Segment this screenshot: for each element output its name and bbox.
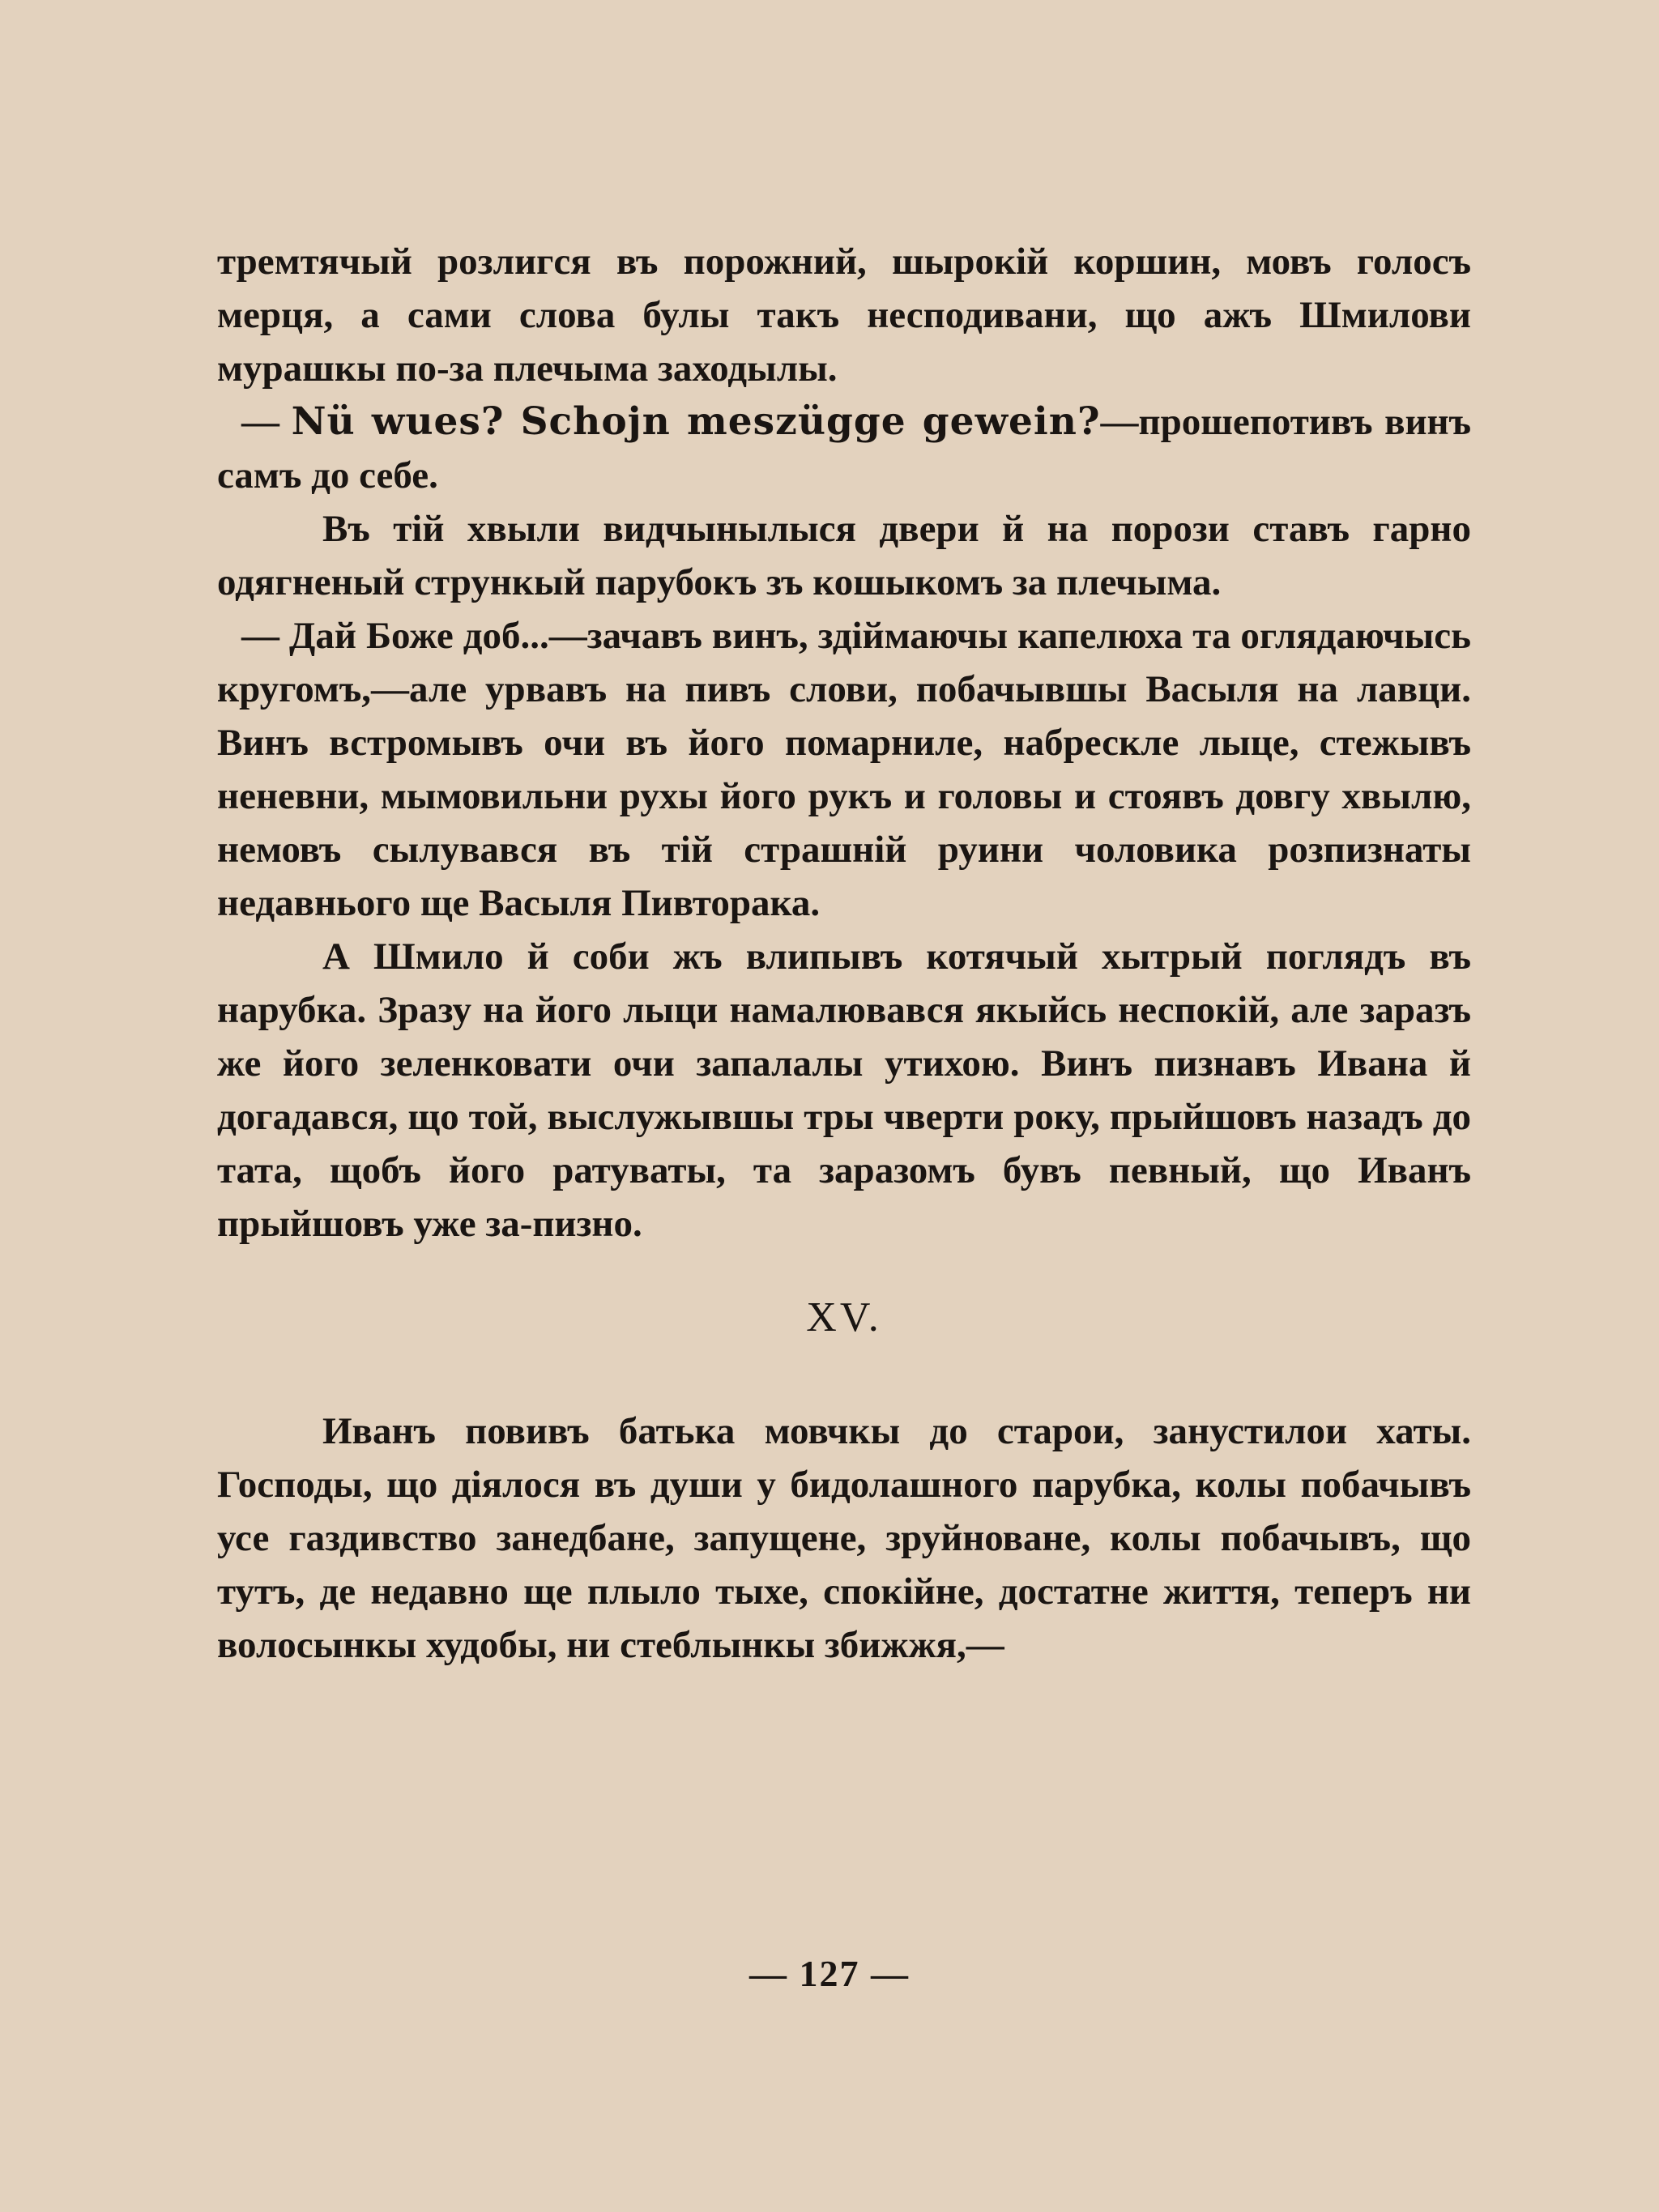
paragraph-door: Въ тій хвыли видчынылыся двери й на порози ставъ гарно одягненый стрункый парубокъ зъ кошыкомъ за плечыма. (217, 508, 1471, 603)
chapter-heading: XV. (806, 1294, 882, 1340)
dialog-dash: — (241, 401, 292, 443)
paragraph-dialog-shmilo (217, 395, 1471, 502)
paragraph-ivan-greeting: — Дай Боже доб...—зачавъ винъ, здіймаючы капелюха та оглядаючысь кругомъ,—але урвавъ на пивъ слови, побачывшы Васыля на лавци. Винъ встромывъ очи въ його помарниле, набрескле лыце, стежывъ неневни, мымовильни рухы його рукъ и головы и стоявъ довгу хвылю, немовъ сылувався въ тій страшній руини чоловика розпизнаты недавнього ще Васыля Пивторака. (217, 615, 1471, 924)
paragraph-continuation: тремтячый розлигся въ порожний, шырокій коршин, мовъ голосъ мерця, а сами слова булы такъ несподивани, що ажъ Шмилови мурашкы по-за плечыма заходылы. (217, 241, 1471, 390)
paragraph-chapter-start: Иванъ повивъ батька мовчкы до старои, занустилои хаты. Господы, що діялося въ души у бидолашного парубка, колы побачывъ усе газдивство занедбане, запущене, зруйноване, колы побачывъ, що тутъ, де недавно ще плыло тыхе, спокійне, достатне життя, теперъ ни волосынкы худобы, ни стеблынкы збижжя,— (217, 1410, 1471, 1666)
page-body (217, 235, 1471, 1672)
dialog-rest: —прошепотивъ винъ самъ до себе. (217, 401, 1472, 497)
german-phrase: Nü wues? Schojn meszügge gewein? (291, 399, 1101, 444)
paragraph-shmilo-glance: А Шмило й соби жъ влипывъ котячый хытрый поглядъ въ нарубка. Зразу на його лыци намалювався якыйсь неспокій, але заразъ же його зеленковати очи запалалы утихою. Винъ пизнавъ Ивана й догадався, що той, выслужывшы тры чверти року, прыйшовъ назадъ до тата, щобъ його ратуваты, та заразомъ бувъ певный, що Иванъ прыйшовъ уже за-пизно. (217, 936, 1471, 1245)
page-number: — 127 — (749, 1953, 910, 1994)
